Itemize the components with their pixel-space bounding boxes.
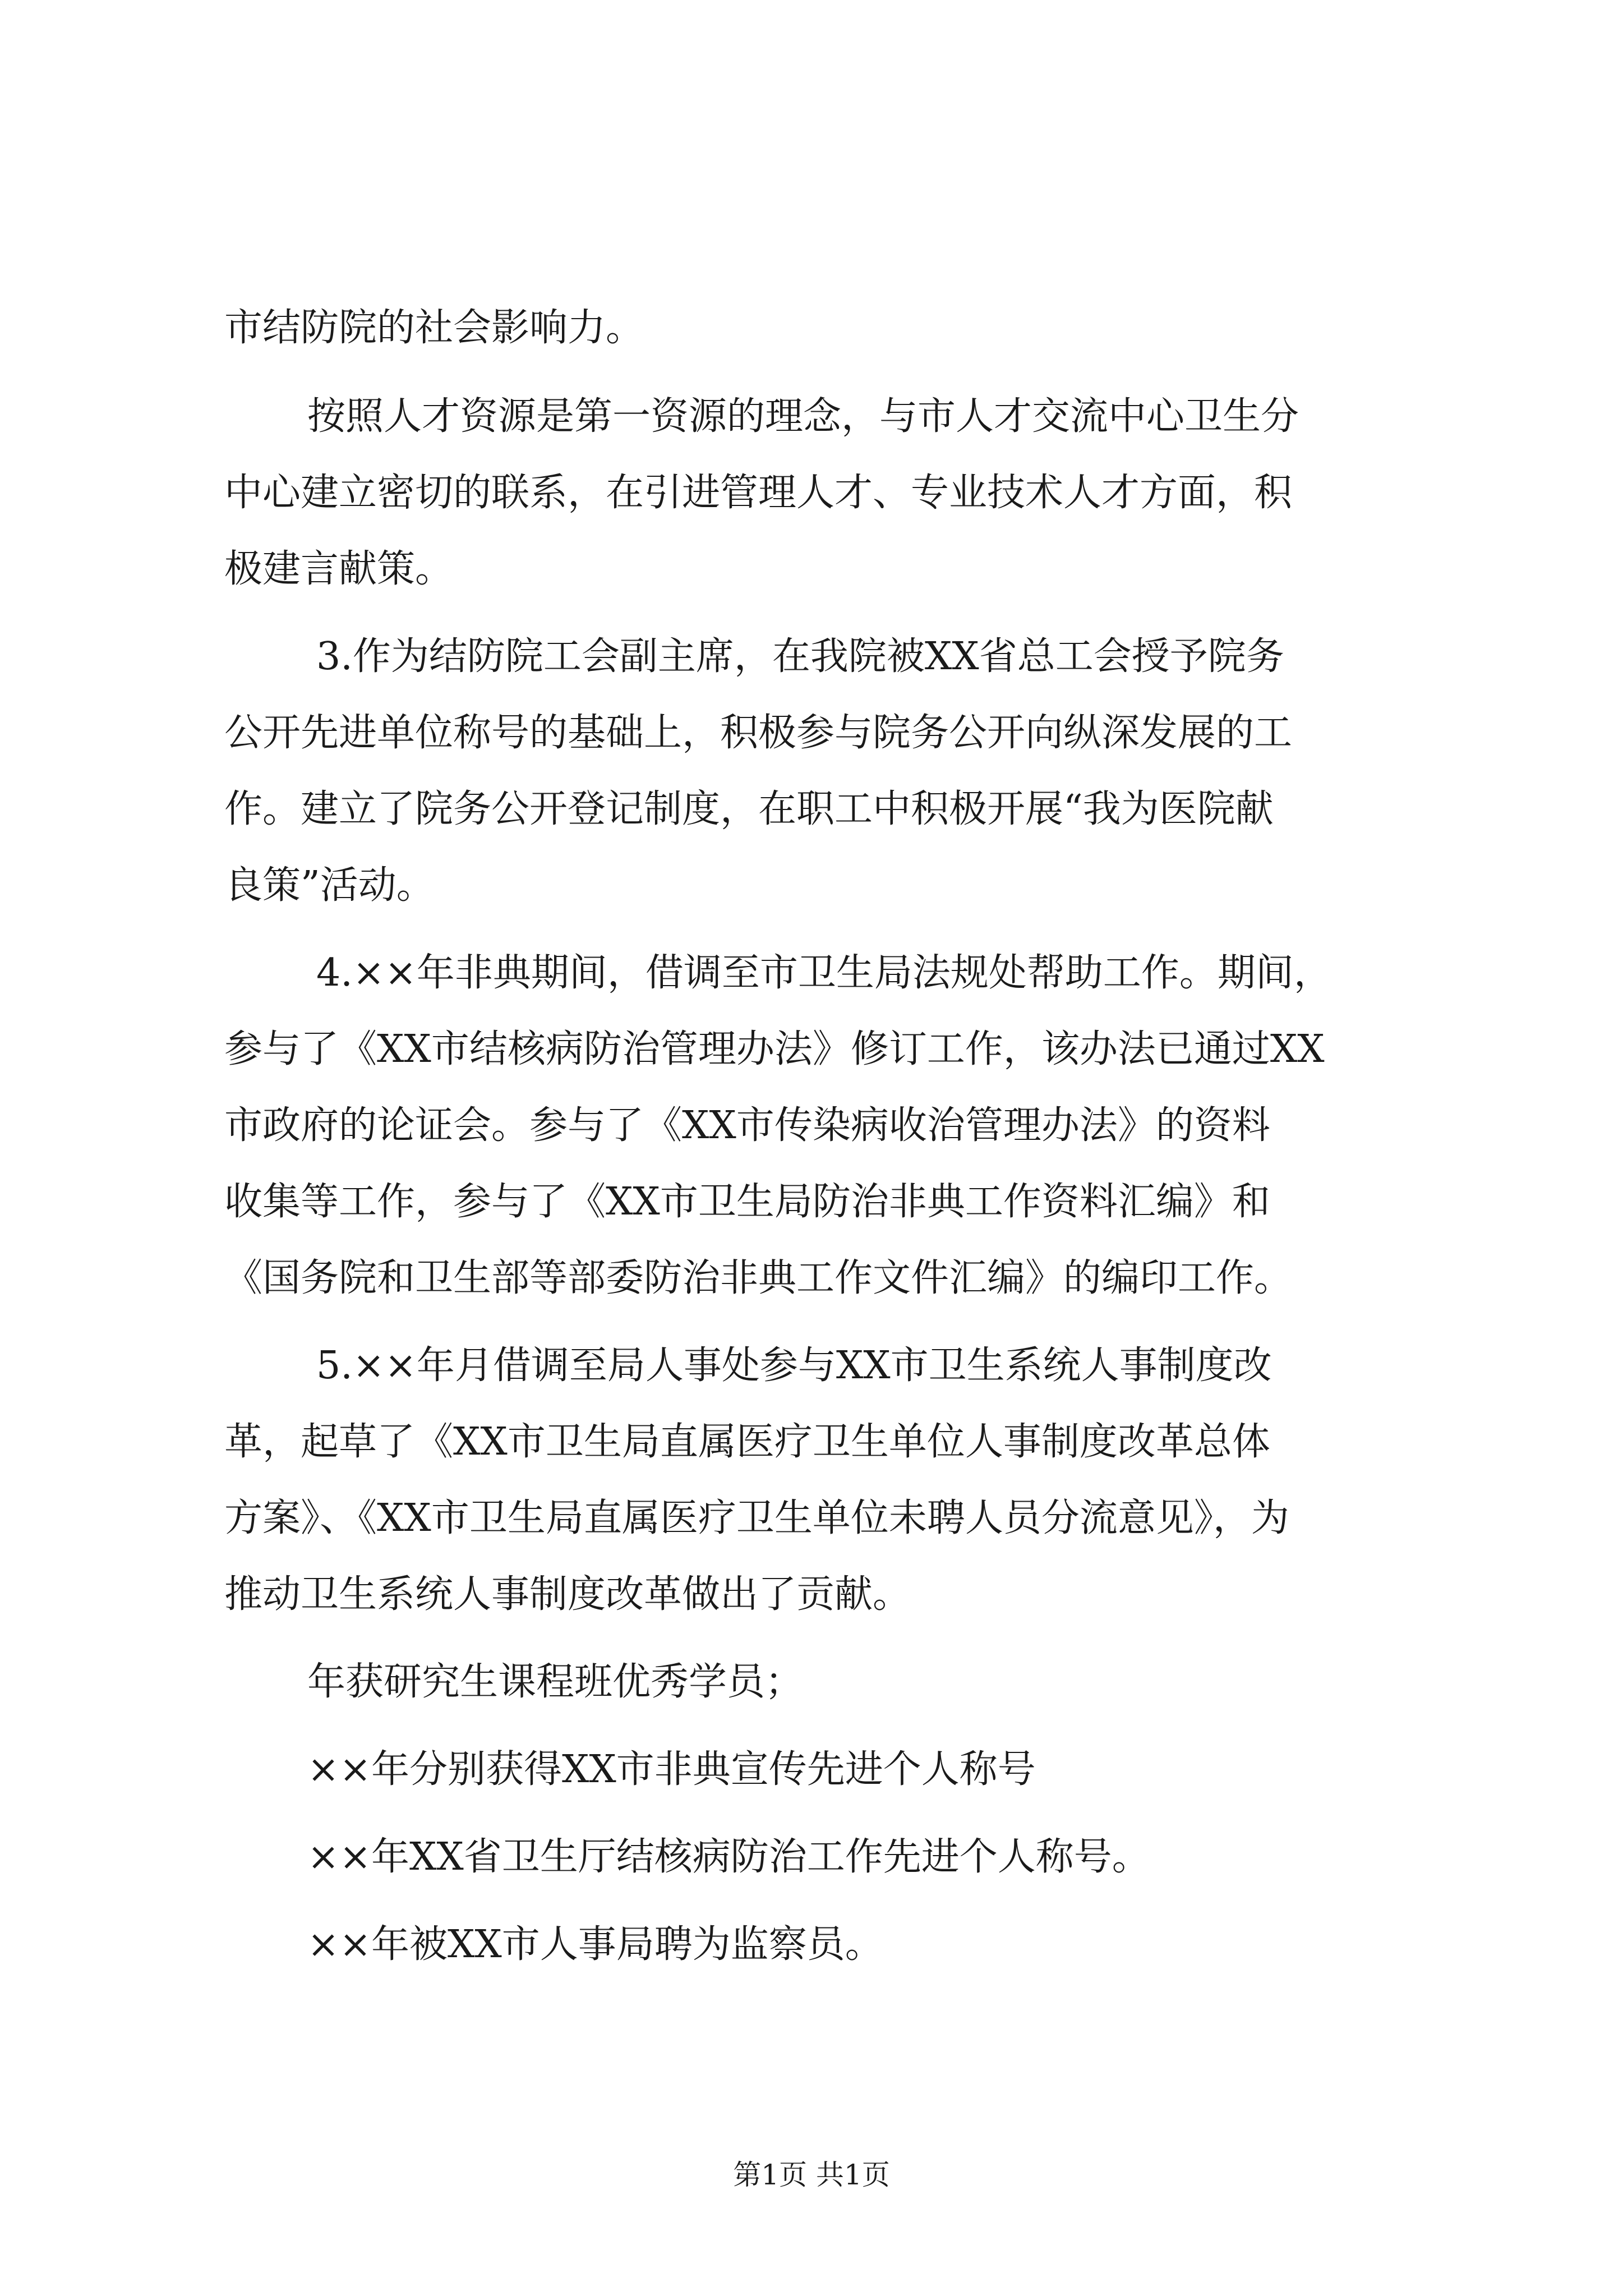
text-line: 公开先进单位称号的基础上，积极参与院务公开向纵深发展的工 xyxy=(224,711,1293,755)
text-line: 极建言献策。 xyxy=(224,547,454,591)
text-line: 中心建立密切的联系，在引进管理人才、专业技术人才方面，积 xyxy=(224,471,1293,515)
text-line: 按照人才资源是第一资源的理念，与市人才交流中心卫生分 xyxy=(307,394,1299,439)
text-line: 革，起草了《XX市卫生局直属医疗卫生单位人事制度改革总体 xyxy=(224,1420,1270,1464)
page-footer: 第1页 共1页 xyxy=(733,2159,890,2191)
text-line: 收集等工作，参与了《XX市卫生局防治非典工作资料汇编》和 xyxy=(224,1180,1270,1224)
text-line: 《国务院和卫生部等部委防治非典工作文件汇编》的编印工作。 xyxy=(224,1256,1293,1300)
text-line: 推动卫生系统人事制度改革做出了贡献。 xyxy=(224,1572,911,1617)
text-line: 4.××年非典期间，借调至市卫生局法规处帮助工作。期间， xyxy=(316,951,1332,995)
text-line: ××年XX省卫生厅结核病防治工作先进个人称号。 xyxy=(307,1835,1150,1879)
text-line: 3.作为结防院工会副主席，在我院被XX省总工会授予院务 xyxy=(316,634,1284,679)
text-line: 参与了《XX市结核病防治管理办法》修订工作，该办法已通过XX xyxy=(224,1027,1325,1071)
text-line: 市结防院的社会影响力。 xyxy=(224,306,644,350)
text-line: 方案》、《XX市卫生局直属医疗卫生单位未聘人员分流意见》，为 xyxy=(224,1496,1289,1540)
text-line: 5.××年月借调至局人事处参与XX市卫生系统人事制度改 xyxy=(316,1343,1272,1388)
text-line: ××年被XX市人事局聘为监察员。 xyxy=(307,1922,883,1967)
text-line: 市政府的论证会。参与了《XX市传染病收治管理办法》的资料 xyxy=(224,1103,1270,1148)
text-line: 年获研究生课程班优秀学员； xyxy=(307,1660,804,1704)
text-line: ××年分别获得XX市非典宣传先进个人称号 xyxy=(307,1747,1036,1792)
text-line: 良策”活动。 xyxy=(224,863,435,908)
text-line: 作。建立了院务公开登记制度，在职工中积极开展“我为医院献 xyxy=(224,787,1274,831)
